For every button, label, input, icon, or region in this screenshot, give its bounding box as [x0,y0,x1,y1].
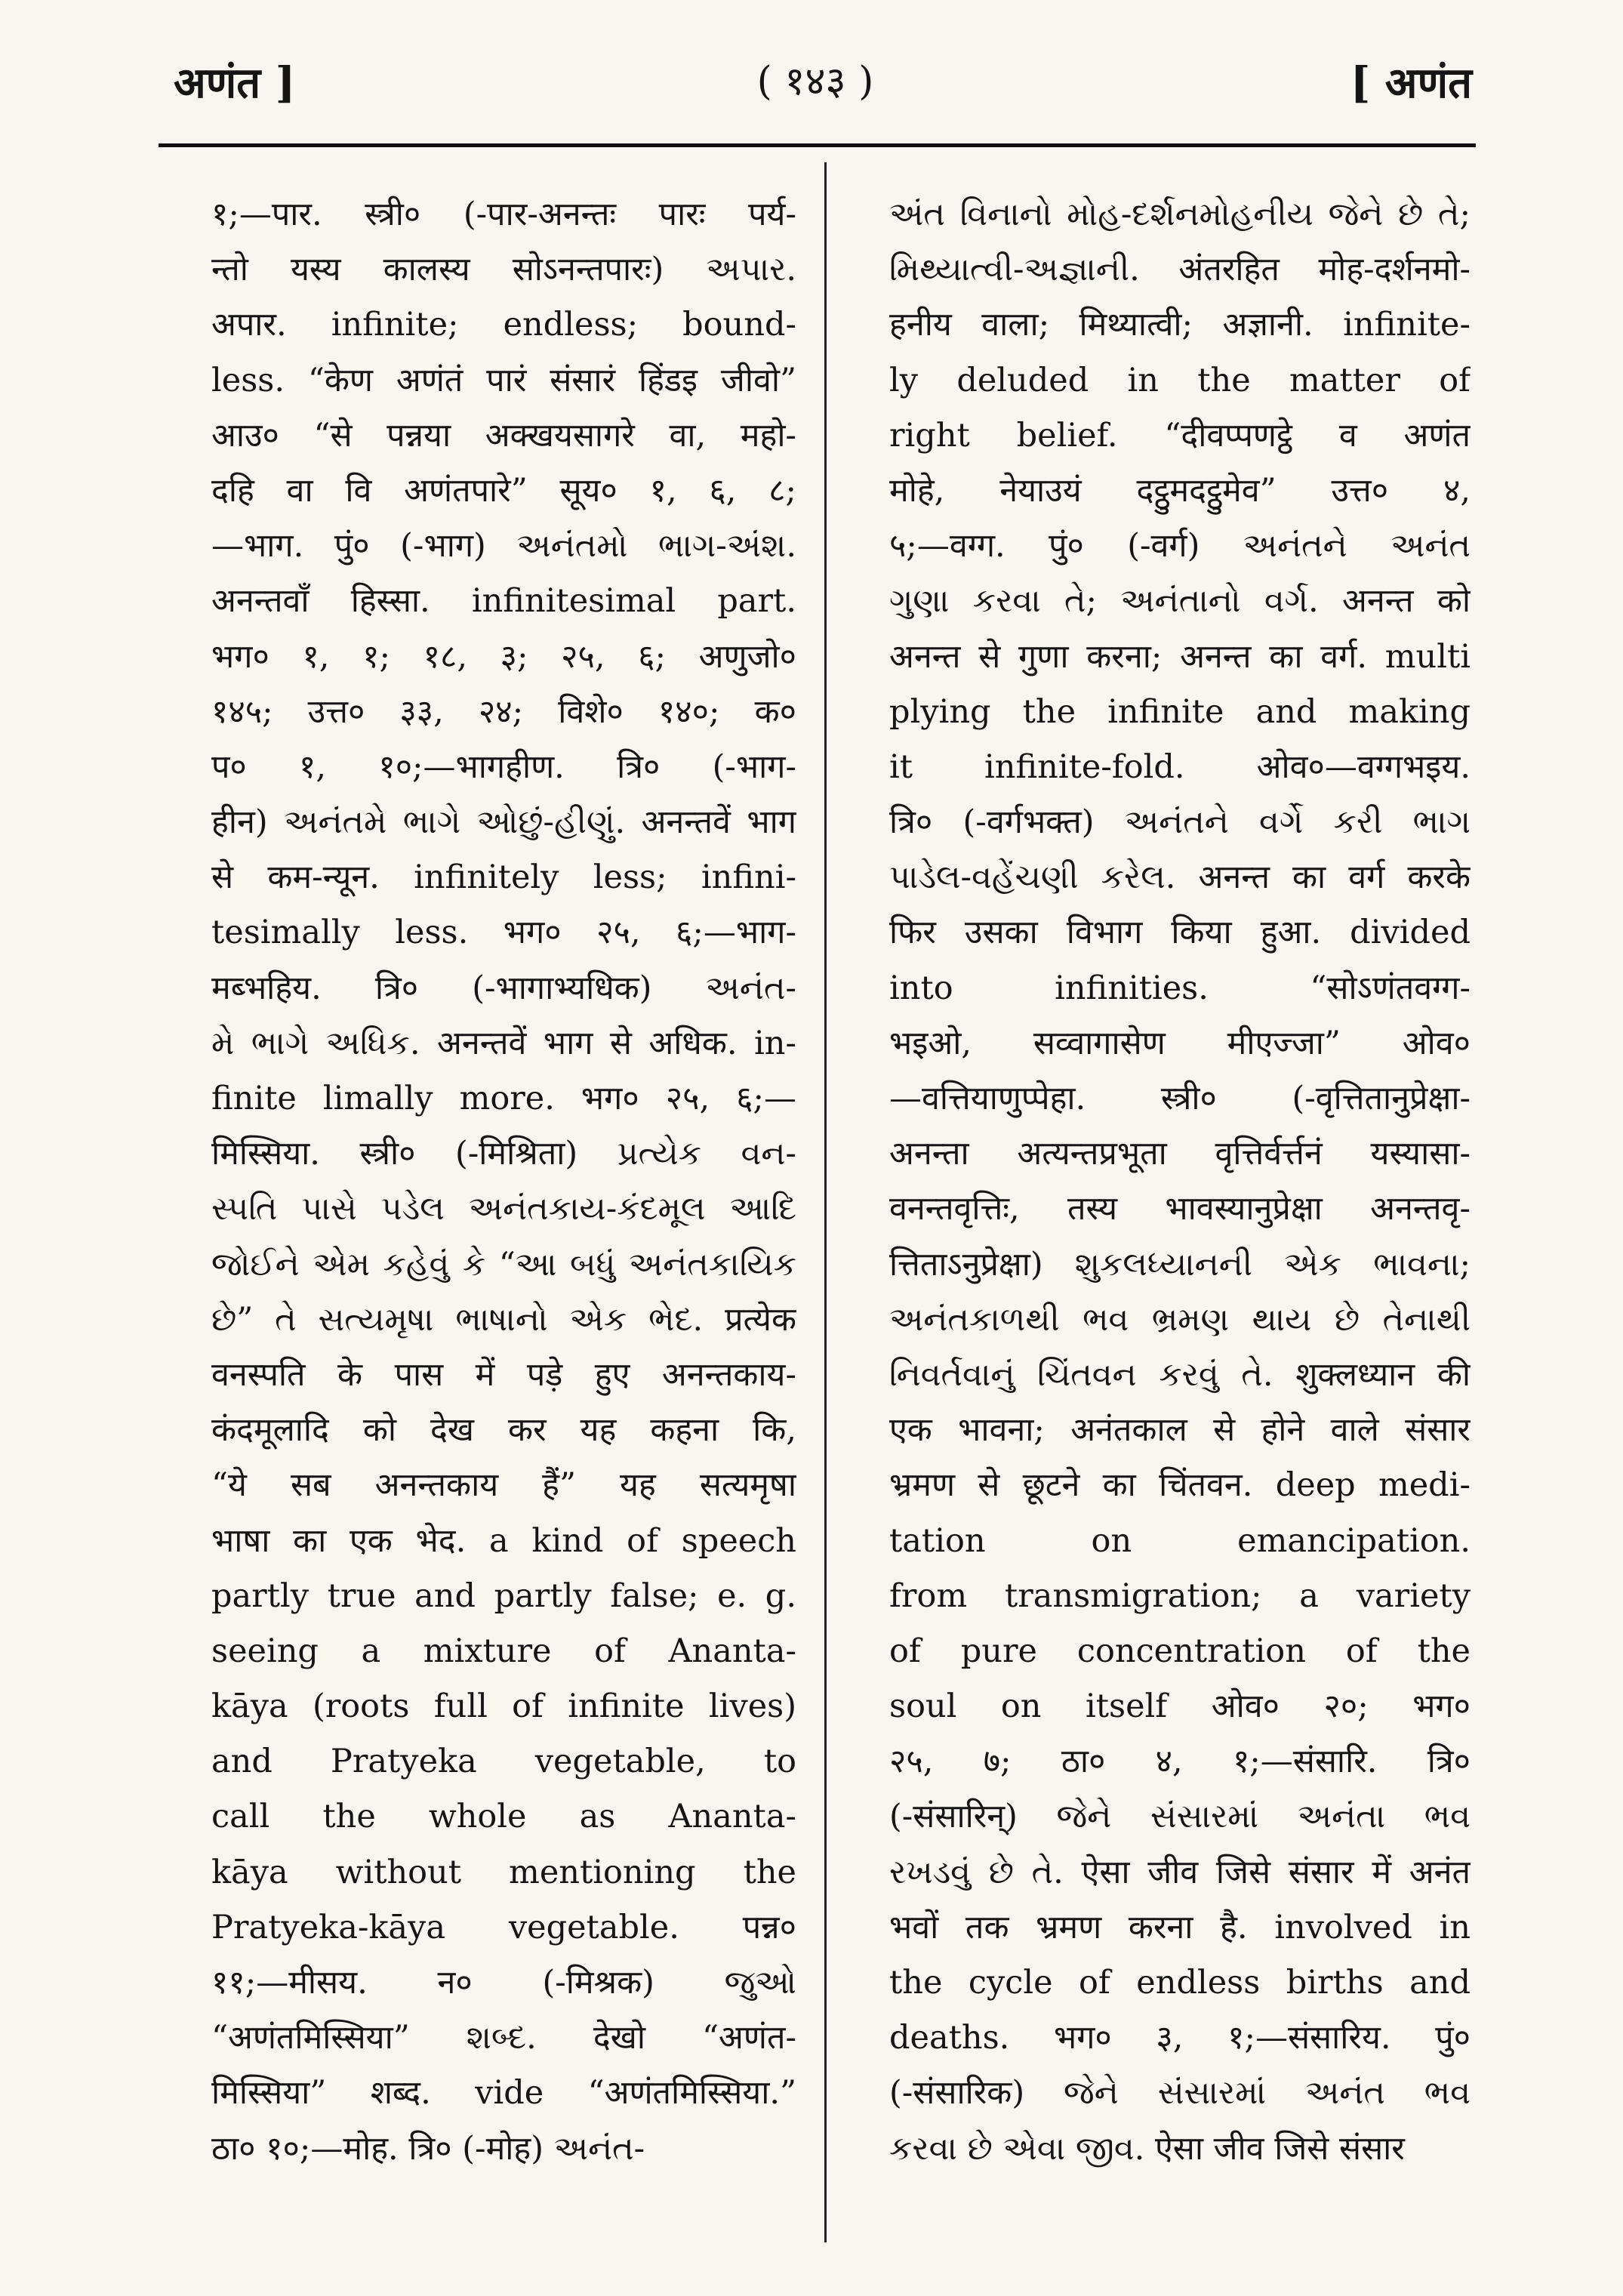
text-line: फिर उसका विभाग किया हुआ. divided [889,914,1471,952]
text-line: अपार. infinite; endless; bound- [211,306,796,344]
text-line: plying the infinite and making [889,692,1471,731]
right-column [889,187,1471,2256]
text-line: वनन्तवृत्तिः, तस्य भावस्यानुप्रेक्षा अनन्तवृ- [889,1190,1471,1228]
text-line: हनीय वाला; मिथ्यात्वी; अज्ञानी. infinite- [889,306,1471,344]
text-line: and Pratyeka vegetable, to [211,1743,796,1781]
text-line: अनन्तवाँ हिस्सा. infinitesimal part. [211,582,796,621]
text-line: સ્પતિ પાસે પડેલ અનંતકાય-કંદમૂલ આદિ [211,1190,796,1228]
text-line: दहि वा वि अणंतपारे” सूय० १, ६, ८; [211,471,796,510]
text-line: मिस्सिया” शब्द. vide “अणंतमिस्सिया.” [211,2074,796,2113]
text-line: of pure concentration of the [889,1632,1471,1670]
text-line: (-संसारिक) જેને સંસારમાં અનંત ભવ [889,2074,1471,2113]
text-line: —वत्तियाणुप्पेहा. स्त्री० (-वृत्तितानुप्रेक्षा- [889,1080,1471,1117]
text-line: प० १, १०;—भागहीण. त्रि० (-भाग- [211,747,796,786]
text-line: ગુણા કરવા તે; અનંતાનો વર્ગ. अनन्त को [889,582,1471,621]
page-header [159,45,1472,128]
text-line: न्तो यस्य कालस्य सोऽनन्तपारः) અપાર. [211,251,796,289]
text-line: ठा० १०;—मोह. त्रि० (-मोह) અનંત- [211,2129,645,2168]
text-line: भइओ, सव्वागासेण मीएज्जा” ओव० [889,1024,1471,1062]
text-line: भ्रमण से छूटने का चिंतवन. deep medi- [889,1466,1471,1505]
text-line: —भाग. पुं० (-भाग) અનંતમો ભાગ-અંશ. [211,527,796,566]
text-line: મિથ્યાત્વી-અજ્ઞાની. अंतरहित मोह-दर्शनमो- [889,251,1471,289]
text-line: Pratyeka-kāya vegetable. पन्न० [211,1908,796,1946]
header-left-keyword: अणंत ] [174,58,296,108]
text-line: एक भावना; अनंतकाल से होने वाले संसार [889,1411,1471,1450]
header-right-keyword: [ अणंत [1350,58,1472,108]
text-line: રખડવું છે તે. ऐसा जीव जिसे संसार में अनंत [889,1853,1471,1891]
text-line: પાડેલ-વહેંચણી કરેલ. अनन्त का वर्ग करके [889,858,1471,897]
text-line: “अणंतमिस्सिया” શબ્દ. देखो “अणंत- [211,2019,796,2057]
text-line: १४५; उत्त० ३३, २४; विशे० १४०; क० [211,692,796,731]
text-line: (-संसारिन्) જેને સંસારમાં અનંતા ભવ [889,1798,1471,1836]
text-line: kāya without mentioning the [211,1853,796,1891]
text-line: અંત વિનાનો મોહ-દર્શનમોહનીય જેને છે તે; [889,196,1471,233]
text-line: १;—पार. स्त्री० (-पार-अनन्तः पारः पर्य- [211,196,796,233]
text-line: मोहे, नेयाउयं दट्ठुमदट्ठुमेव” उत्त० ४, [889,471,1471,510]
text-line: त्तिताऽनुप्रेक्षा) શુકલધ્યાનની એક ભાવના; [889,1245,1471,1284]
text-line: भवों तक भ्रमण करना है. involved in [889,1908,1471,1946]
page-number: ( १४३ ) [756,59,874,104]
text-line: from transmigration; a variety [889,1576,1471,1615]
text-line: अनन्ता अत्यन्तप्रभूता वृत्तिर्वर्त्तनं यस्यासा- [889,1135,1471,1173]
text-line: त्रि० (-वर्गभक्त) અનંતને વર્ગે કરી ભાગ [889,803,1471,842]
text-line: અનંતકાળથી ભવ ભ્રમણ થાય છે તેનાથી [889,1300,1471,1339]
header-rule [159,143,1476,147]
text-line: ११;—मीसय. न० (-मिश्रक) જુઓ [211,1964,796,2002]
text-line: soul on itself ओव० २०; भग० [889,1687,1471,1726]
text-line: seeing a mixture of Ananta- [211,1632,796,1670]
text-line: call the whole as Ananta- [211,1798,796,1836]
left-column [211,187,796,2256]
text-line: कंदमूलादि को देख कर यह कहना कि, [211,1411,796,1450]
text-line: finite limally more. भग० २५, ६;— [211,1080,796,1117]
column-divider [824,162,827,2242]
text-line: it infinite-fold. ओव०—वग्गभइय. [889,747,1471,786]
text-line: મે ભાગે અધિક. अनन्तवें भाग से अधिक. in- [211,1024,796,1062]
text-line: the cycle of endless births and [889,1964,1471,2002]
text-line: मब्भहिय. त्रि० (-भागाभ्यधिक) અનંત- [211,969,796,1007]
text-line: आउ० “से पन्नया अक्खयसागरे वा, महो- [211,416,796,455]
text-line: નિવર્તવાનું ચિંતવન કરવું તે. शुक्लध्यान की [889,1355,1471,1394]
text-line: tesimally less. भग० २५, ६;—भाग- [211,914,796,952]
text-line: वनस्पति के पास में पड़े हुए अनन्तकाय- [211,1355,796,1394]
text-line: tation on emancipation. [889,1521,1471,1560]
text-line: જોઈને એમ કહેવું કે “આ બધું અનંતકાયિક [211,1245,796,1284]
text-line: अनन्त से गुणा करना; अनन्त का वर्ग. multi [889,637,1471,676]
text-line: “ये सब अनन्तकाय हैं” यह सत्यमृषा [211,1466,796,1505]
text-line: ५;—वग्ग. पुं० (-वर्ग) અનંતને અનંત [889,527,1471,566]
text-line: less. “केण अणंतं पारं संसारं हिंडइ जीवो” [211,361,796,399]
text-line: भाषा का एक भेद. a kind of speech [211,1521,796,1560]
text-line: हीन) અનંતમે ભાગે ઓછું-હીણું. अनन्तवें भाग [211,803,796,842]
text-line: २५, ७; ठा० ४, १;—संसारि. त्रि० [889,1743,1471,1781]
text-line: से कम-न्यून. infinitely less; infini- [211,858,796,897]
text-line: into infinities. “सोऽणंतवग्ग- [889,969,1471,1007]
text-line: right belief. “दीवप्पणट्ठे व अणंत [889,416,1471,455]
text-line: kāya (roots full of infinite lives) [211,1687,796,1726]
text-line: કરવા છે એવા જીવ. ऐसा जीव जिसे संसार [889,2129,1405,2168]
text-line: partly true and partly false; e. g. [211,1576,796,1615]
text-line: ly deluded in the matter of [889,361,1471,399]
text-line: मिस्सिया. स्त्री० (-मिश्रिता) પ્રત્યેક વન- [211,1135,796,1173]
text-line: deaths. भग० ३, १;—संसारिय. पुं० [889,2019,1471,2057]
text-line: છે” તે સત્યમૃષા ભાષાનો એક ભેદ. प्रत्येक [211,1300,796,1339]
text-line: भग० १, १; १८, ३; २५, ६; अणुजो० [211,637,796,676]
